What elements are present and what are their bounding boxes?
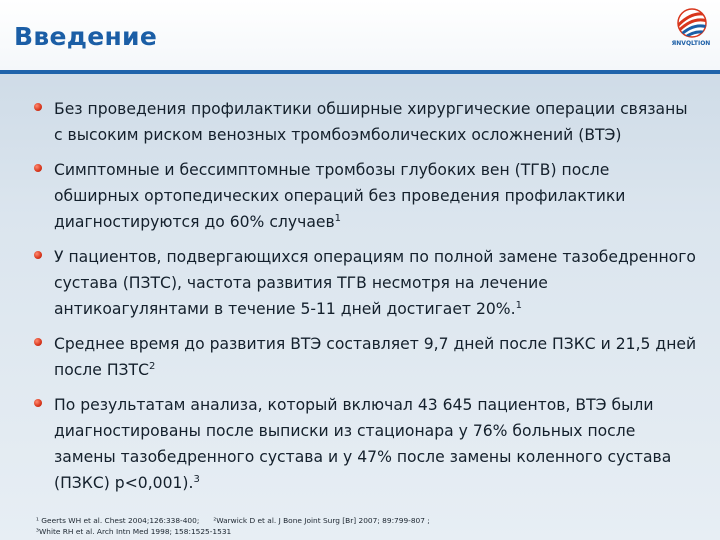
footnote-mark: 1 xyxy=(515,299,522,311)
bullet-text: У пациентов, подвергающихся операциям по полной замене тазобедренного сустава (ПЗТС), частота развития ТГВ несмотря на лечение антикоагулянтами в течение 5-11 дней достигает 20%. xyxy=(54,248,696,318)
footnote-mark: 1 xyxy=(334,212,342,224)
bullet-item xyxy=(34,96,698,148)
globe-logo-icon xyxy=(664,6,718,40)
bullet-item xyxy=(34,392,698,496)
footnote-mark: 2 xyxy=(148,360,156,372)
bullet-item xyxy=(34,244,698,322)
logo-wordmark: ЯNVQLTION xyxy=(671,40,711,47)
bullet-dot-icon xyxy=(34,338,42,346)
bullet-text: Симптомные и бессимптомные тромбозы глубоких вен (ТГВ) после обширных ортопедических операций без проведения профилактики диагностируются до 60% случаев xyxy=(54,161,626,231)
slide-header xyxy=(0,0,720,70)
reference-line xyxy=(36,515,706,526)
bullet-dot-icon xyxy=(34,164,42,172)
header-divider xyxy=(0,70,720,74)
bullet-dot-icon xyxy=(34,399,42,407)
bullet-dot-icon xyxy=(34,251,42,259)
bullet-list xyxy=(34,96,698,505)
footnote-mark: 3 xyxy=(193,473,200,485)
bullet-item xyxy=(34,331,698,383)
slide-title: Введение xyxy=(14,22,158,51)
company-logo xyxy=(664,6,718,68)
reference-1: ¹ Geerts WH et al. Chest 2004;126:338-400; xyxy=(36,516,200,525)
bullet-text: Среднее время до развития ВТЭ составляет 9,7 дней после ПЗКС и 21,5 дней после ПЗТС xyxy=(54,335,697,379)
reference-3: ³White RH et al. Arch Intn Med 1998; 158:1525-1531 xyxy=(36,527,232,536)
bullet-text: Без проведения профилактики обширные хирургические операции связаны с высоким риском венозных тромбоэмболических осложнений (ВТЭ) xyxy=(54,100,688,144)
bullet-dot-icon xyxy=(34,103,42,111)
references xyxy=(36,515,706,537)
bullet-item xyxy=(34,157,698,235)
bullet-text: По результатам анализа, который включал 43 645 пациентов, ВТЭ были диагностированы после выписки из стационара у 76% больных после замены тазобедренного сустава и у 47% после замены коленного сустава (ПЗКС) p<0,001). xyxy=(54,396,672,492)
reference-2: ²Warwick D et al. J Bone Joint Surg [Br] 2007; 89:799-807 ; xyxy=(213,516,430,525)
